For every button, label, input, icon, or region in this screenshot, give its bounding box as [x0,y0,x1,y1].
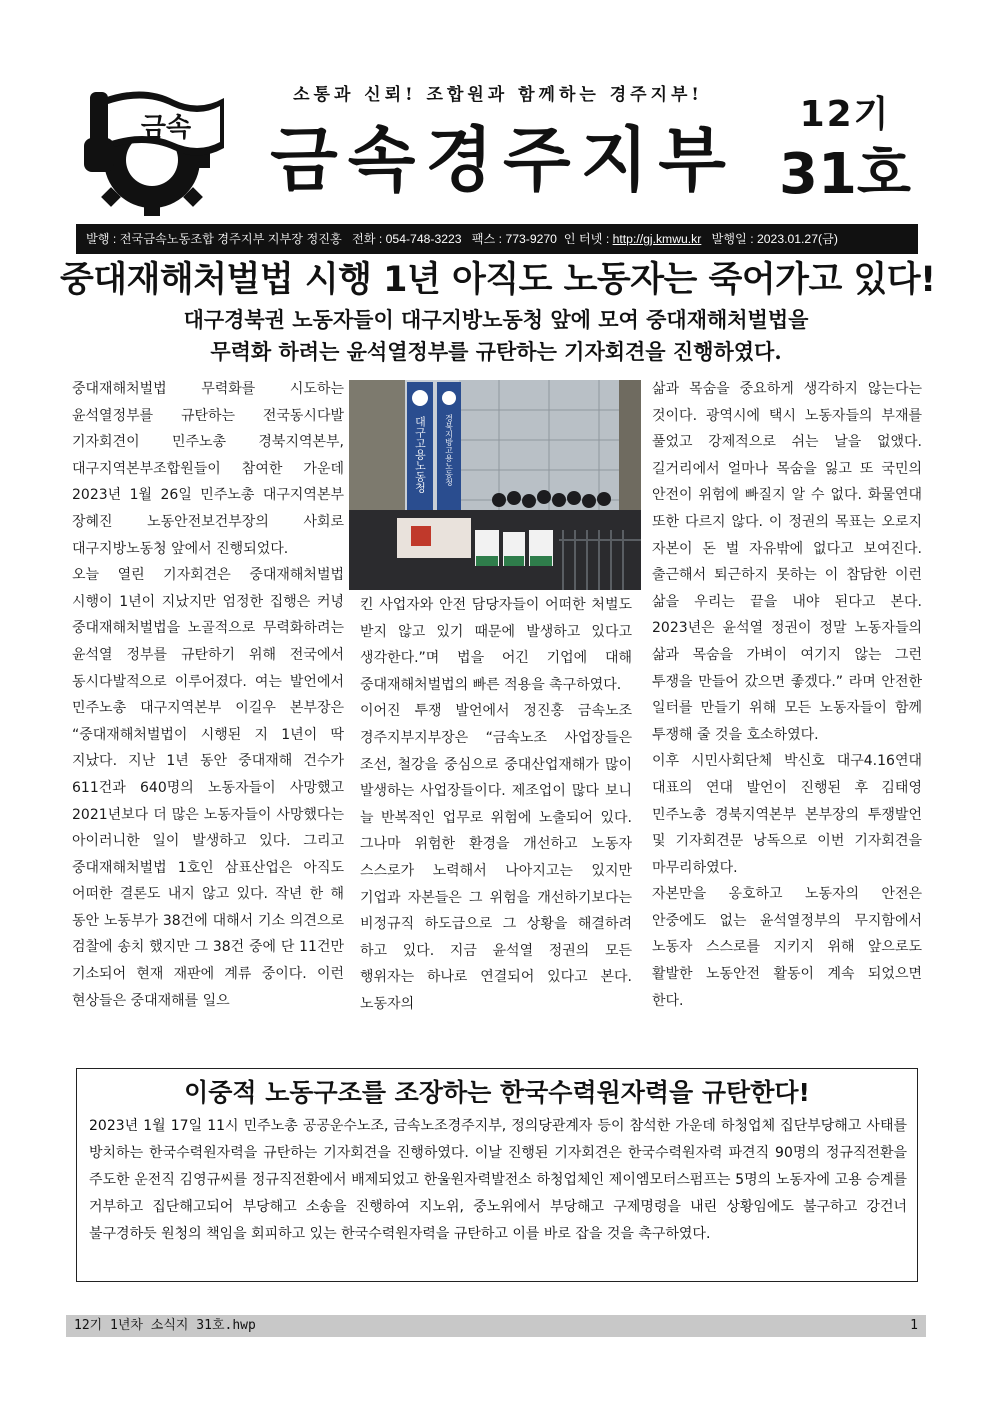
sign-left-text: 대구고용노동청 [413,416,427,493]
internet-label: 인 터넷 : [563,232,610,246]
article-column-2 [360,592,632,1018]
article-column-1 [72,376,344,1014]
paragraph: 킨 사업자와 안전 담당자들이 어떠한 처벌도 받지 않고 있기 때문에 발생하고 있다고 생각한다.”며 법을 어긴 기업에 대해 중대재해처벌법의 빠른 적용을 촉구하였다. [360,597,632,693]
boxed-article-title: 이중적 노동구조를 조장하는 한국수력원자력을 규탄한다! [184,1078,810,1107]
paragraph: 삶과 목숨을 중요하게 생각하지 않는다는 것이다. 광역시에 택시 노동자들의 부재를 풀었고 강제적으로 쉬는 날을 없앴다. 길거리에서 얼마나 목숨을 잃고 또 국민의 안전이 위험에 빠질지 알 수 없다. 화물연대 또한 다르지 않다. 이 정권의 목표는 오로지 자본이 돈 벌 자유밖에 없다고 보여진다. 출근해서 퇴근하지 못하는 이 참담한 이런 삶을 우리는 끝을 내야 된다고 본다. 2023년은 윤석열 정권이 정말 노동자들의 삶과 목숨을 가벼이 여기지 않는 그런 투쟁을 만들어 갔으면 좋겠다.” 라며 안전한 일터를 만들기 위해 모든 노동자들이 함께 투쟁해 줄 것을 호소하였다. [652,381,922,743]
fax-text: 팩스 : 773-9270 [471,232,557,246]
boxed-article-body: 2023년 1월 17일 11시 민주노총 공공운수노조, 금속노조경주지부, 정의당관계자 등이 참석한 가운데 하청업체 집단부당해고 사태를 방치하는 한국수력원자력을 규탄하는 기자회견을 진행하였다. 이날 진행된 기자회견은 한국수력원자력 파견직 90명의 정규직전환을 주도한 운전직 김영규씨를 정규직전환에서 배제되었고 한울원자력발전소 하청업체인 제이엠모터스펌프는 5명의 노동자에 고용 승계를 거부하고 집단해고되어 부당해고 소송을 진행하여 지노위, 중노위에서 부당해고 구제명령을 내린 상황임에도 불구하고 강건너 불구경하듯 원청의 책임을 회피하고 있는 한국수력원자력을 규탄하고 이를 바로 잡을 것을 촉구하였다. [89,1118,907,1242]
footer-filename: 12기 1년차 소식지 31호.hwp [74,1318,256,1333]
sign-right-text: 경북지방고용노동청 [444,414,454,486]
publish-date: 발행일 : 2023.01.27(금) [711,232,838,246]
paragraph: 자본만을 옹호하고 노동자의 안전은 안중에도 없는 윤석열정부의 무지함에서 노동자 스스로를 지키지 위해 앞으로도 활발한 노동안전 활동이 계속 되었으면 한다. [652,886,922,1009]
newspaper-title: 금속경주지부 [270,119,736,201]
publisher-info-bar [76,224,918,254]
page-number: 1 [910,1318,918,1333]
article-column-3 [652,376,922,1014]
sub-headline-line-1: 대구경북권 노동자들이 대구지방노동청 앞에 모여 중대재해처벌법을 [183,307,809,332]
sub-headline [80,304,912,368]
website-link[interactable]: http://gj.kmwu.kr [612,232,702,246]
paragraph: 이후 시민사회단체 박신호 대구4.16연대 대표의 연대 발언이 진행된 후 김태영 민주노총 경북지역본부 본부장의 투쟁발언 및 기자회견문 낭독으로 이번 기자회견을 마무리하였다. [652,753,922,876]
publisher-text: 발행 : 전국금속노동조합 경주지부 지부장 정진홍 [86,232,342,246]
union-flag-gear-logo-icon [74,78,234,218]
press-conference-photo [349,380,641,590]
sub-headline-line-2: 무력화 하려는 윤석열정부를 규탄하는 기자회견을 진행하였다. [210,339,782,364]
phone-text: 전화 : 054-748-3223 [351,232,462,246]
logo-text: 금속 [140,113,192,143]
paragraph: 중대재해처벌법 무력화를 시도하는 윤석열정부를 규탄하는 전국동시다발 기자회견이 민주노총 경북지역본부, 대구지역본부조합원들이 참여한 가운데 2023년 1월 26일 민주노총 대구지역본부 장혜진 노동안전보건부장의 사회로 대구지방노동청 앞에서 진행되었다. [72,381,344,557]
document-footer [66,1315,926,1337]
paragraph: 이어진 투쟁 발언에서 정진홍 금속노조 경주지부지부장은 “금속노조 사업장들은 조선, 철강을 중심으로 중대산업재해가 많이 발생하는 사업장들이다. 제조업이 많다 보니 늘 반복적인 업무로 위험에 노출되어 있다. 그나마 위험한 환경을 개선하고 노동자 스스로가 노력해서 나아지고는 있지만 기업과 자본들은 그 위험을 개선하기보다는 비정규직 하도급으로 그 상황을 해결하려 하고 있다. 지금 윤석열 정권의 모든 행위자는 하나로 연결되어 있다고 본다. 노동자의 [360,703,632,1012]
issue-number: 31호 [778,142,912,207]
masthead [70,70,930,220]
boxed-article [76,1068,918,1282]
paragraph: 오늘 열린 기자회견은 중대재해처벌법 시행이 1년이 지났지만 엄정한 집행은 커녕 중대재해처벌법을 노골적으로 무력화하려는 윤석열 정부를 규탄하기 위해 전국에서 동시다발적으로 이루어졌다. 여는 발언에서 민주노총 대구지역본부 이길우 본부장은 “중대재해처벌법이 시행된 지 1년이 딱 지났다. 지난 1년 동안 중대재해 건수가 611건과 640명의 노동자들이 사망했고 2021년보다 더 많은 노동자들이 사망했다는 아이러니한 일이 발생하고 있다. 그리고 중대재해처벌법 1호인 삼표산업은 아직도 어떠한 결론도 내지 않고 있다. 작년 한 해 동안 노동부가 38건에 대해서 기소 의견으로 검찰에 송치 했지만 그 38건 중에 단 11건만 기소되어 현재 재판에 계류 중이다. 이런 현상들은 중대재해를 일으 [72,567,344,1009]
slogan: 소통과 신뢰! 조합원과 함께하는 경주지부! [293,85,703,105]
main-headline: 중대재해처벌법 시행 1년 아직도 노동자는 죽어가고 있다! [60,260,936,300]
issue-generation: 12기 [799,94,891,135]
